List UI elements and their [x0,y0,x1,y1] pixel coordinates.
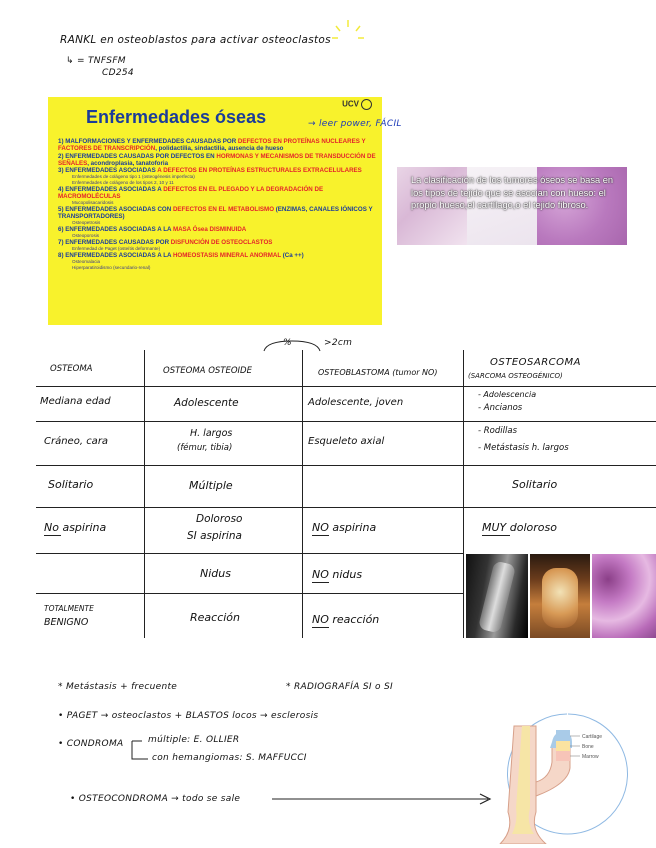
note-tnfsfm: ↳ = TNFSFM [66,56,126,66]
ucv-logo: UCV [342,99,372,110]
note-paget: • PAGET → osteoclastos + BLASTOS locos → esclerosis [58,711,319,721]
underline-mark [482,535,510,536]
sparkle-icon [330,18,366,48]
legend-swatch [556,730,570,741]
slide-subitem: Enfermedad de Paget (osteítis deformante) [72,246,161,252]
size-bracket-icon [262,337,322,355]
note-maffucci: con hemangiomas: S. MAFFUCCI [152,753,307,763]
cell-osteoblastoma-nidus: NO nidus [312,568,363,581]
tumor-classification-box [397,167,627,245]
slide-item: 5) ENFERMEDADES ASOCIADAS CON DEFECTOS EN EL METABOLISMO (ENZIMAS, CANALES IÓNICOS Y TRANSPORTADORES) [58,205,373,221]
cell-osteosarcoma-edad-2: - Ancianos [478,403,523,413]
header-osteoma-osteoide: OSTEOMA OSTEOIDE [163,366,252,376]
slide-subitem: Enfermedades de colágeno tipo 1 (osteogénesis imperfecta) [72,174,195,180]
underline-mark [312,627,329,628]
osteochondroma-diagram [494,712,644,844]
underline-mark [44,535,61,536]
table-divider [36,507,656,508]
cell-osteoblastoma-edad: Adolescente, joven [308,397,404,408]
cell-osteoblastoma-reaccion: NO reacción [312,613,380,626]
cell-osteoma-benigno-2: BENIGNO [44,617,89,628]
slide-items [58,138,380,270]
slide-item: 2) ENFERMEDADES CAUSADAS POR DEFECTOS EN HORMONAS Y MECANISMOS DE TRANSDUCCIÓN DE SEÑALES, acondroplasia, tanatoforia [58,152,376,167]
slide-subitem: Mucopolisacaridosis [72,200,114,206]
slide-enfermedades-oseas [48,97,382,325]
cell-osteoide-dolor: Doloroso [196,513,243,525]
cell-osteoblastoma-dolor: NO aspirina [312,521,377,534]
underline-mark [312,582,329,583]
cell-osteosarcoma-numero: Solitario [512,478,558,491]
slide-subitem: Osteopetrosis [72,220,101,226]
tumor-classification-text: La clasificación de los tumores óseos se basa en los tipos de tejido que se asocian con hueso: el propio hueso,el cartílago,o el tejido fibroso. [411,175,614,210]
table-divider [302,350,303,638]
cell-osteoma-benigno: TOTALMENTE [44,604,94,613]
slide-item: 8) ENFERMEDADES ASOCIADAS A LA HOMEOSTASIS MINERAL ANORMAL (Ca ++) [58,251,304,259]
cell-osteoide-reaccion: Reacción [190,611,241,624]
table-divider [36,553,464,554]
note-condroma: • CONDROMA [58,739,124,749]
slide-item: 1) MALFORMACIONES Y ENFERMEDADES CAUSADAS POR DEFECTOS EN PROTEÍNAS NUCLEARES Y FACTORES DE TRANSCRIPCIÓN, polidactilia, sindactilia, ausencia de hueso [58,138,366,153]
cell-osteoide-edad: Adolescente [174,397,239,409]
table-divider [36,593,464,594]
cell-osteosarcoma-localizacion-2: - Metástasis h. largos [478,443,569,453]
table-divider [36,386,656,387]
cell-osteosarcoma-edad: - Adolescencia [478,390,537,399]
slide-item: 6) ENFERMEDADES ASOCIADAS A LA MASA Ósea DISMINUIDA [58,226,247,234]
cell-osteoma-edad: Mediana edad [40,396,111,407]
cell-osteoblastoma-localizacion: Esqueleto axial [308,436,385,447]
note-rankl: RANKL en osteoblastos para activar osteoclastos [60,34,331,46]
slide-subitem: Hiperparatiroidismo (secundario-renal) [72,264,151,270]
slide-subitem: Osteomalacia [72,259,101,265]
slide-annotation: → leer power, FÁCIL [308,119,402,129]
table-divider [36,421,656,422]
cell-osteoide-localizacion: H. largos [190,428,233,439]
table-divider [463,350,464,638]
header-sarcoma-osteogenico: (SARCOMA OSTEOGÉNICO) [468,372,563,380]
header-osteoblastoma: OSTEOBLASTOMA (tumor NO) [318,368,438,377]
size-note-percent: % [283,338,292,348]
xray-image [466,554,528,638]
legend-swatch [556,751,570,761]
header-osteoma: OSTEOMA [50,364,93,374]
cell-osteosarcoma-dolor: MUY doloroso [482,521,557,534]
cell-osteoide-dolor-2: SI aspirina [187,530,242,542]
cell-osteosarcoma-localizacion: - Rodillas [478,426,517,436]
note-ollier: múltiple: E. OLLIER [148,735,240,745]
table-divider [144,350,145,638]
cell-osteoma-dolor: No aspirina [44,521,107,534]
table-divider [36,465,656,466]
cell-osteoma-localizacion: Cráneo, cara [44,436,109,447]
header-osteosarcoma: OSTEOSARCOMA [490,357,581,368]
cell-osteoma-numero: Solitario [48,478,94,491]
slide-item: 3) ENFERMEDADES ASOCIADAS A DEFECTOS EN PROTEÍNAS ESTRUCTURALES EXTRACELULARES [58,167,362,175]
label-cartilage: Cartilage [582,734,603,740]
gross-specimen-image [530,554,590,638]
histology-osteosarcoma-image [592,554,656,638]
note-cd254: CD254 [102,68,134,78]
slide-subitem: Enfermedades de colágeno de los tipos 2, 10 y 11 [72,180,174,186]
underline-mark [312,535,329,536]
note-radiografia: * RADIOGRAFÍA SI o SI [286,682,393,692]
label-marrow: Marrow [582,754,599,760]
note-metastasis: * Metástasis + frecuente [58,682,178,692]
slide-subitem: Osteoporosis [72,233,100,239]
note-osteocondroma: • OSTEOCONDROMA → todo se sale [70,794,241,804]
size-note-2cm: >2cm [324,338,353,348]
cell-osteoide-nidus: Nidus [200,567,231,580]
legend-swatch [556,741,570,751]
arrow-icon [270,792,496,806]
slide-item: 4) ENFERMEDADES ASOCIADAS A DEFECTOS EN EL PLEGADO Y LA DEGRADACIÓN DE MACROMOLÉCULAS [58,185,324,200]
cell-osteoide-numero: Múltiple [189,479,233,492]
label-bone: Bone [582,744,594,750]
slide-item: 7) ENFERMEDADES CAUSADAS POR DISFUNCIÓN DE OSTEOCLASTOS [58,238,273,246]
slide-title: Enfermedades óseas [86,107,267,127]
cell-osteoide-localizacion-2: (fémur, tibia) [177,443,233,453]
